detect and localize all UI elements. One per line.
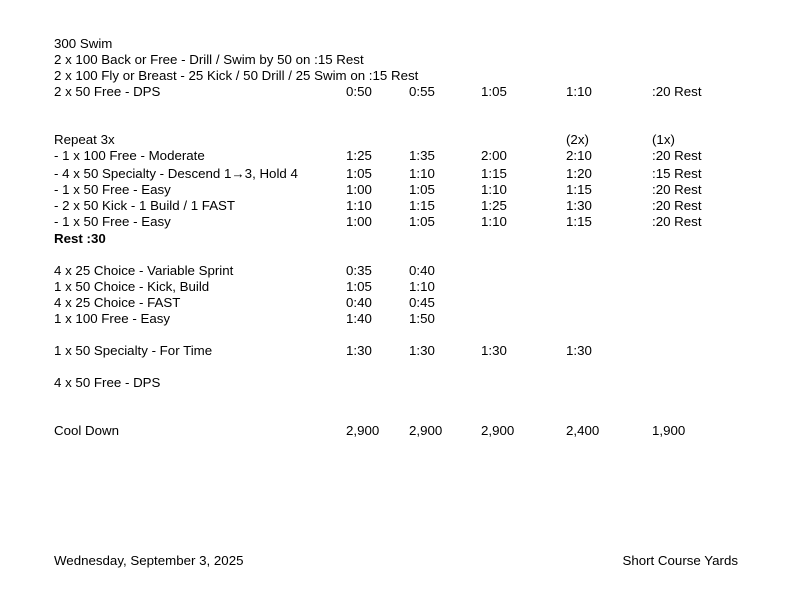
- workout-date: Wednesday, September 3, 2025: [54, 553, 244, 568]
- set-description: 2 x 100 Back or Free - Drill / Swim by 50 on :15 Rest: [54, 52, 364, 67]
- interval-lane-5: :20 Rest: [652, 198, 702, 213]
- set-description: 4 x 25 Choice - FAST: [54, 295, 181, 310]
- interval-lane-1: 1:30: [346, 343, 372, 358]
- interval-lane-4: 2:10: [566, 148, 592, 163]
- set-row: [0, 279, 792, 295]
- interval-lane-4: 1:20: [566, 166, 592, 181]
- set-row: [0, 148, 792, 164]
- interval-lane-1: 1:00: [346, 182, 372, 197]
- set-description: - 4 x 50 Specialty - Descend 1→3, Hold 4: [54, 166, 298, 181]
- interval-lane-5: :20 Rest: [652, 84, 702, 99]
- set-description: Repeat 3x: [54, 132, 115, 147]
- interval-lane-1: 1:40: [346, 311, 372, 326]
- interval-lane-5: :20 Rest: [652, 148, 702, 163]
- set-description: 4 x 50 Free - DPS: [54, 375, 161, 390]
- set-row: [0, 68, 792, 84]
- interval-lane-4: 1:15: [566, 214, 592, 229]
- set-description: 1 x 50 Choice - Kick, Build: [54, 279, 210, 294]
- interval-lane-2: 1:30: [409, 343, 435, 358]
- total-yards-lane-1: 2,900: [346, 423, 380, 438]
- set-row: [0, 231, 792, 247]
- interval-lane-3: 1:10: [481, 214, 507, 229]
- interval-lane-5: :20 Rest: [652, 182, 702, 197]
- set-description: 2 x 50 Free - DPS: [54, 84, 161, 99]
- interval-lane-3: 1:15: [481, 166, 507, 181]
- interval-lane-2: 1:10: [409, 166, 435, 181]
- set-description: - 2 x 50 Kick - 1 Build / 1 FAST: [54, 198, 236, 213]
- set-row: [0, 52, 792, 68]
- interval-lane-2: 1:15: [409, 198, 435, 213]
- interval-lane-3: 2:00: [481, 148, 507, 163]
- set-row: [0, 263, 792, 279]
- interval-lane-1: 0:50: [346, 84, 372, 99]
- interval-lane-2: 0:40: [409, 263, 435, 278]
- interval-lane-1: 1:25: [346, 148, 372, 163]
- set-row: [0, 84, 792, 100]
- course-type: Short Course Yards: [622, 553, 738, 568]
- interval-lane-2: 1:05: [409, 182, 435, 197]
- interval-lane-3: 1:10: [481, 182, 507, 197]
- interval-lane-3: 1:30: [481, 343, 507, 358]
- interval-lane-4: 1:30: [566, 198, 592, 213]
- rest-label: Rest :30: [54, 231, 106, 246]
- set-row: [0, 166, 792, 182]
- interval-lane-5: :15 Rest: [652, 166, 702, 181]
- set-row: [0, 295, 792, 311]
- interval-lane-2: 1:35: [409, 148, 435, 163]
- total-yards-lane-5: 1,900: [652, 423, 686, 438]
- set-row: [0, 198, 792, 214]
- interval-lane-4: 1:15: [566, 182, 592, 197]
- interval-lane-1: 1:00: [346, 214, 372, 229]
- set-description: - 1 x 50 Free - Easy: [54, 214, 171, 229]
- total-yards-lane-2: 2,900: [409, 423, 443, 438]
- set-row: [0, 311, 792, 327]
- interval-lane-1: 1:10: [346, 198, 372, 213]
- total-yards-lane-3: 2,900: [481, 423, 515, 438]
- interval-lane-2: 0:55: [409, 84, 435, 99]
- interval-lane-4: 1:10: [566, 84, 592, 99]
- interval-lane-2: 1:50: [409, 311, 435, 326]
- interval-lane-1: 1:05: [346, 279, 372, 294]
- set-row: [0, 132, 792, 148]
- interval-lane-2: 0:45: [409, 295, 435, 310]
- interval-lane-2: 1:10: [409, 279, 435, 294]
- total-yards-lane-4: 2,400: [566, 423, 600, 438]
- set-row: [0, 36, 792, 52]
- interval-lane-5: :20 Rest: [652, 214, 702, 229]
- interval-lane-4: (2x): [566, 132, 589, 147]
- interval-lane-3: 1:05: [481, 84, 507, 99]
- set-row: [0, 343, 792, 359]
- set-description: - 1 x 100 Free - Moderate: [54, 148, 205, 163]
- set-row: [0, 182, 792, 198]
- set-row: [0, 214, 792, 230]
- interval-lane-3: 1:25: [481, 198, 507, 213]
- interval-lane-1: 0:35: [346, 263, 372, 278]
- interval-lane-1: 0:40: [346, 295, 372, 310]
- set-description: - 1 x 50 Free - Easy: [54, 182, 171, 197]
- cool-down-label: Cool Down: [54, 423, 120, 438]
- set-description: 1 x 100 Free - Easy: [54, 311, 171, 326]
- interval-lane-2: 1:05: [409, 214, 435, 229]
- set-description: 300 Swim: [54, 36, 113, 51]
- interval-lane-1: 1:05: [346, 166, 372, 181]
- interval-lane-5: (1x): [652, 132, 675, 147]
- interval-lane-4: 1:30: [566, 343, 592, 358]
- total-row: [0, 423, 792, 439]
- set-description: 4 x 25 Choice - Variable Sprint: [54, 263, 234, 278]
- set-row: [0, 375, 792, 391]
- set-description: 2 x 100 Fly or Breast - 25 Kick / 50 Drill / 25 Swim on :15 Rest: [54, 68, 419, 83]
- set-description: 1 x 50 Specialty - For Time: [54, 343, 213, 358]
